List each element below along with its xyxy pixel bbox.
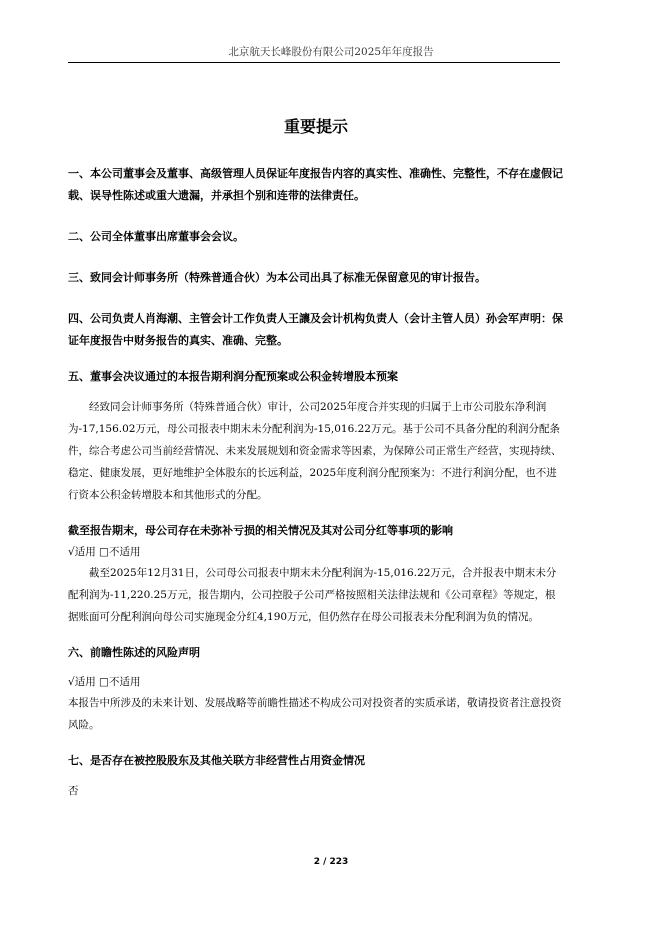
document-body [68,114,564,802]
section-5b-heading: 截至报告期末，母公司存在未弥补亏损的相关情况及其对公司分红等事项的影响 [68,524,453,537]
notice-item-3: 三、致同会计师事务所（特殊普通合伙）为本公司出具了标准无保留意见的审计报告。 [68,271,486,284]
spacer [68,772,564,780]
spacer [68,506,564,520]
section-5-heading: 五、董事会决议通过的本报告期利润分配预案或公积金转增股本预案 [68,370,398,383]
spacer [68,388,564,396]
spacer [68,664,564,672]
notice-item-1: 一、本公司董事会及董事、高级管理人员保证年度报告内容的真实性、准确性、完整性，不存在虚假记载、误导性陈述或重大遗漏，并承担个别和连带的法律责任。 [68,167,563,202]
section-5-body: 经致同会计师事务所（特殊普通合伙）审计，公司2025年度合并实现的归属于上市公司股东净利润为-17,156.02万元，母公司报表中期末未分配利润为-15,016.22万元。基于公司不具备分配的利润分配条件，综合考虑公司当前经营情况、未来发展规划和资金需求等因素，为保障公司正常生产经营，实现持续、稳定、健康发展，更好地维护全体股东的长远利益，2025年度利润分配预案为：不进行利润分配，也不进行资本公积金转增股本和其他形式的分配。 [68,401,562,501]
section-6-heading: 六、前瞻性陈述的风险声明 [68,646,200,659]
header-divider [68,62,560,63]
spacer [68,736,564,750]
section-7-heading: 七、是否存在被控股股东及其他关联方非经营性占用资金情况 [68,754,365,767]
page-number: 2 / 223 [313,857,349,867]
section-6-body: 本报告中所涉及的未来计划、发展战略等前瞻性描述不构成公司对投资者的实质承诺，敬请投资者注意投资风险。 [68,697,562,731]
page-title: 重要提示 [283,117,348,136]
spacer [68,628,564,642]
notice-item-2: 二、公司全体董事出席董事会会议。 [68,230,244,243]
section-5b-body: 截至2025年12月31日，公司母公司报表中期末未分配利润为-15,016.22万元，合并报表中期末未分配利润为-11,220.25万元，报告期内，公司控股子公司严格按照相关法律法规和《公司章程》等规定，根据账面可分配利润向母公司实施现金分红4,190万元，但仍然存在母公司报表未分配利润为负的情况。 [68,567,557,623]
applicable-checkbox-line: √适用 □不适用 [68,676,141,688]
notice-item-4: 四、公司负责人肖海潮、主管会计工作负责人王讓及会计机构负责人（会计主管人员）孙会军声明：保证年度报告中财务报告的真实、准确、完整。 [68,312,563,347]
page-header: 北京航天长峰股份有限公司2025年年度报告 [228,46,434,58]
section-7-body: 否 [68,785,79,797]
applicable-checkbox-line: √适用 □不适用 [68,546,141,558]
